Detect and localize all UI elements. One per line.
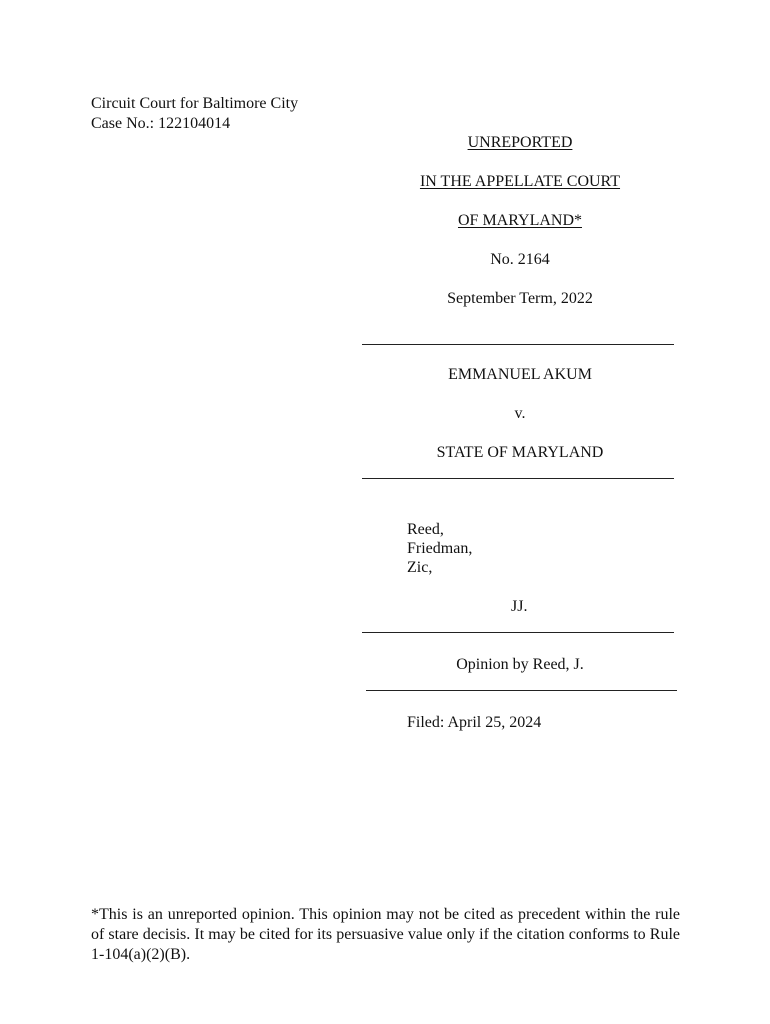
docket-number: No. 2164 [490, 251, 550, 268]
unreported-heading: UNREPORTED [467, 134, 573, 151]
circuit-court-line: Circuit Court for Baltimore City [91, 95, 299, 112]
judge-name: Zic, [407, 559, 433, 576]
judge-name: Friedman, [407, 540, 473, 557]
divider-rule [362, 632, 674, 633]
appellee-name: STATE OF MARYLAND [436, 444, 604, 461]
appellant-name: EMMANUEL AKUM [448, 366, 592, 383]
jj-label: JJ. [511, 598, 528, 615]
divider-rule [366, 690, 677, 691]
case-number-line: Case No.: 122104014 [91, 115, 231, 132]
versus-label: v. [514, 405, 526, 422]
divider-rule [362, 344, 674, 345]
term-line: September Term, 2022 [447, 290, 593, 307]
court-name-line-1: IN THE APPELLATE COURT [419, 173, 621, 190]
unreported-opinion-footnote: *This is an unreported opinion. This opinion may not be cited as precedent within the rule of stare decisis. It may be cited for its persuasive value only if the citation conforms to Rule 1-104(a)(2)(B). [91, 906, 680, 963]
judge-name: Reed, [407, 521, 444, 538]
opinion-author: Opinion by Reed, J. [456, 656, 584, 673]
filed-date: Filed: April 25, 2024 [407, 714, 542, 731]
court-name-line-2: OF MARYLAND* [457, 212, 582, 229]
divider-rule [362, 478, 674, 479]
